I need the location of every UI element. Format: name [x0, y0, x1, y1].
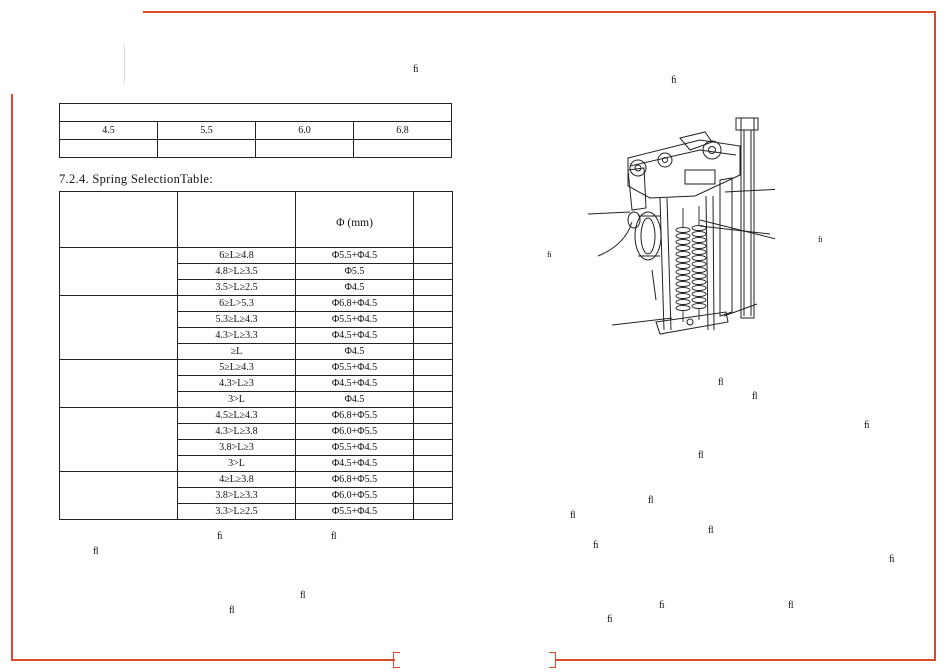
thickness-range-cell: 4.8>L≥3.5: [178, 264, 296, 280]
ligature-glyph: ﬁ: [889, 554, 895, 565]
table-row: [60, 296, 453, 312]
callout-leader-line: [588, 212, 630, 214]
ligature-glyph: ﬁ: [547, 250, 552, 259]
coil-spring-right: [692, 206, 706, 320]
ligature-glyph: ﬂ: [788, 600, 794, 611]
table-cell: [414, 440, 453, 456]
thickness-range-cell: 3.8>L≥3.3: [178, 488, 296, 504]
spring-diameter-cell: Φ4.5+Φ4.5: [296, 456, 414, 472]
frame-bottom-border-right: [555, 659, 936, 661]
spring-diameter-cell: Φ4.5+Φ4.5: [296, 328, 414, 344]
spring-diameter-cell: Φ4.5: [296, 392, 414, 408]
ligature-glyph: ﬂ: [229, 605, 235, 616]
ligature-glyph: ﬂ: [648, 495, 654, 506]
ligature-glyph: ﬁ: [864, 420, 870, 431]
thickness-range-cell: 4.3>L≥3.8: [178, 424, 296, 440]
thickness-range-cell: 3.3>L≥2.5: [178, 504, 296, 520]
guide-rod: [660, 198, 664, 330]
table-row: [60, 360, 453, 376]
table-cell: [414, 392, 453, 408]
table-row: [60, 122, 452, 140]
table-row: [60, 408, 453, 424]
spring-selection-table: [59, 191, 453, 520]
pivot-bolt: [703, 141, 721, 159]
spring-diameter-cell: Φ6.0+Φ5.5: [296, 424, 414, 440]
thickness-range-cell: 6≥L≥4.8: [178, 248, 296, 264]
table-cell: [60, 140, 158, 158]
group-cell: [60, 248, 178, 296]
table-cell: [414, 504, 453, 520]
guide-rod: [713, 196, 714, 330]
coil-spring-left: [676, 208, 690, 322]
bottom-bar: [656, 312, 728, 334]
thickness-range-cell: 3.5>L≥2.5: [178, 280, 296, 296]
callout-leader-line: [598, 222, 632, 256]
thickness-range-cell: 4.3>L≥3.3: [178, 328, 296, 344]
table-row: [60, 472, 453, 488]
ligature-glyph: ﬂ: [331, 531, 337, 542]
thickness-range-cell: 5≥L≥4.3: [178, 360, 296, 376]
ligature-glyph: ﬂ: [300, 590, 306, 601]
group-cell: [60, 360, 178, 408]
table-cell: 6.0: [256, 122, 354, 140]
faded-divider: [124, 45, 125, 83]
table-cell: [354, 140, 452, 158]
table-cell: [158, 140, 256, 158]
ligature-glyph: ﬁ: [659, 600, 665, 611]
table-cell: [256, 140, 354, 158]
ligature-glyph: ﬂ: [708, 525, 714, 536]
table-cell: [414, 488, 453, 504]
table-cell: 5.5: [158, 122, 256, 140]
table-cell: [414, 248, 453, 264]
group-cell: [60, 296, 178, 360]
group-cell: [60, 408, 178, 472]
table-cell: [414, 344, 453, 360]
pivot-bolt: [658, 153, 672, 167]
thickness-table: [59, 103, 452, 158]
spring-diameter-cell: Φ6.0+Φ5.5: [296, 488, 414, 504]
thickness-range-cell: 6≥L>5.3: [178, 296, 296, 312]
ligature-glyph: ﬁ: [593, 540, 599, 551]
thickness-range-cell: 4.3>L≥3: [178, 376, 296, 392]
guide-rod: [706, 196, 708, 330]
table-cell: [60, 104, 452, 122]
spring-diameter-cell: Φ6.8+Φ4.5: [296, 296, 414, 312]
guide-rod: [667, 198, 671, 330]
section-heading: 7.2.4. Spring SelectionTable:: [59, 172, 213, 186]
page-number-bracket-right: [549, 652, 556, 668]
thickness-range-cell: 4≥L≥3.8: [178, 472, 296, 488]
spring-diameter-cell: Φ5.5: [296, 264, 414, 280]
spring-diameter-cell: Φ5.5+Φ4.5: [296, 440, 414, 456]
table-cell: [414, 376, 453, 392]
table-cell: [414, 264, 453, 280]
diameter-header: Φ (mm): [296, 192, 414, 248]
motor-housing: [635, 212, 661, 260]
ligature-glyph: ﬂ: [570, 510, 576, 521]
thickness-range-cell: 3.8>L≥3: [178, 440, 296, 456]
spring-diameter-cell: Φ4.5: [296, 344, 414, 360]
table-cell: [414, 328, 453, 344]
spring-diameter-cell: Φ5.5+Φ4.5: [296, 248, 414, 264]
thickness-range-cell: 4.5≥L≥4.3: [178, 408, 296, 424]
ligature-glyph: ﬁ: [818, 235, 823, 244]
spring-diameter-cell: Φ5.5+Φ4.5: [296, 312, 414, 328]
ligature-glyph: ﬂ: [718, 377, 724, 388]
table-cell: [414, 360, 453, 376]
table-cell: [414, 424, 453, 440]
thickness-range-cell: 3>L: [178, 456, 296, 472]
mounting-post: [741, 118, 754, 318]
spring-assembly-illustration: [560, 110, 775, 350]
table-cell: [414, 408, 453, 424]
table-cell: 4.5: [60, 122, 158, 140]
spring-diameter-cell: Φ5.5+Φ4.5: [296, 360, 414, 376]
table-cell: [414, 456, 453, 472]
table-cell: [414, 296, 453, 312]
ligature-glyph: ﬂ: [93, 546, 99, 557]
ligature-glyph: ﬁ: [607, 614, 613, 625]
group-cell: [60, 472, 178, 520]
header-cell: [414, 192, 453, 248]
ligature-glyph: ﬁ: [413, 64, 419, 75]
header-cell: [178, 192, 296, 248]
frame-bottom-border-left: [11, 659, 395, 661]
table-cell: [414, 472, 453, 488]
table-cell: [414, 280, 453, 296]
spring-diameter-cell: Φ4.5+Φ4.5: [296, 376, 414, 392]
ligature-glyph: ﬂ: [698, 450, 704, 461]
table-cell: 6.8: [354, 122, 452, 140]
thickness-range-cell: 3>L: [178, 392, 296, 408]
spring-diameter-cell: Φ5.5+Φ4.5: [296, 504, 414, 520]
frame-left-border: [11, 94, 13, 661]
thickness-range-cell: ≥L: [178, 344, 296, 360]
table-row: [60, 104, 452, 122]
spring-diameter-cell: Φ6.8+Φ5.5: [296, 408, 414, 424]
page-number-bracket-left: [393, 652, 400, 668]
callout-leader-line: [700, 226, 770, 234]
ligature-glyph: ﬂ: [752, 391, 758, 402]
thickness-range-cell: 5.3≥L≥4.3: [178, 312, 296, 328]
frame-right-border: [934, 11, 936, 661]
table-row: [60, 140, 452, 158]
header-cell: [60, 192, 178, 248]
ligature-glyph: ﬁ: [217, 531, 223, 542]
table-row: [60, 248, 453, 264]
spring-diameter-cell: Φ4.5: [296, 280, 414, 296]
spring-diameter-cell: Φ6.8+Φ5.5: [296, 472, 414, 488]
side-plate: [720, 178, 732, 316]
mounting-clamp: [736, 118, 758, 130]
table-header-row: [60, 192, 453, 248]
frame-top-border: [143, 11, 936, 13]
table-cell: [414, 312, 453, 328]
ligature-glyph: ﬁ: [671, 75, 677, 86]
